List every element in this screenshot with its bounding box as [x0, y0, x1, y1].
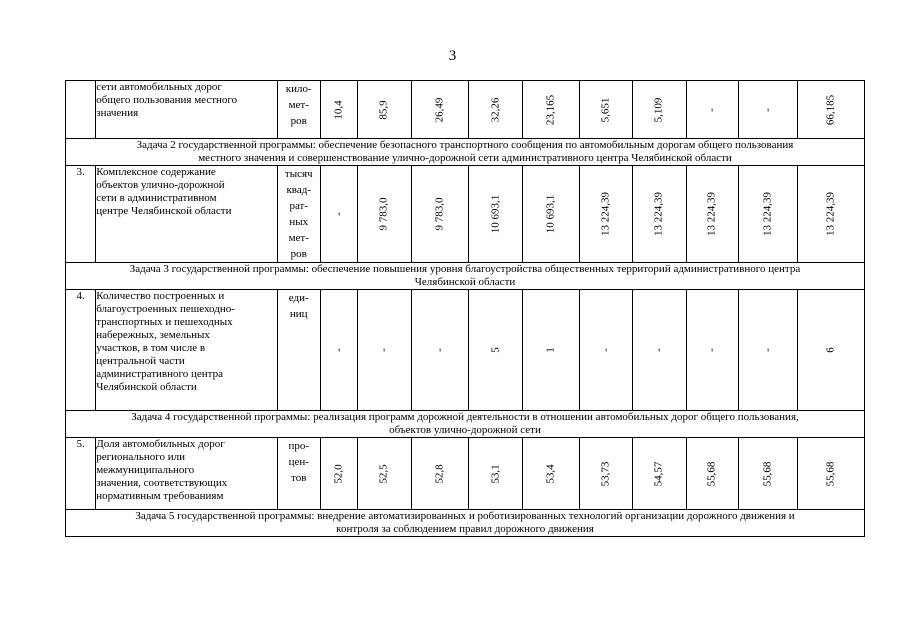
- value-cell: [411, 81, 468, 139]
- value: 10,4: [332, 99, 345, 120]
- table-row: [66, 438, 865, 510]
- value-cell: [320, 438, 357, 510]
- unit: [277, 81, 320, 139]
- unit-line: квад-: [286, 184, 311, 196]
- page-number: 3: [448, 48, 457, 64]
- task-heading: [66, 510, 865, 537]
- value-cell: [738, 166, 797, 263]
- value-cell: [633, 290, 686, 411]
- indicator-name: [96, 81, 277, 139]
- value-cell: [320, 81, 357, 139]
- value: 55,68: [824, 461, 837, 486]
- indicator-name-line: значения, соответствующих: [96, 477, 228, 489]
- value: 26,49: [433, 97, 446, 122]
- indicator-name-line: регионального или: [96, 451, 186, 463]
- task-heading-line: местного значения и совершенствование улично-дорожной сети административного центра Челябинской области: [198, 152, 732, 164]
- value: 10 693,1: [489, 194, 502, 234]
- value-cell: [523, 438, 579, 510]
- value-cell: [358, 438, 411, 510]
- value: 9 783,0: [433, 197, 446, 231]
- unit-line: цен-: [288, 456, 309, 468]
- task-heading-line: контроля за соблюдением правил дорожного движения: [336, 523, 594, 535]
- value: 52,5: [377, 463, 390, 484]
- unit-line: про-: [288, 440, 310, 452]
- value: 85,9: [377, 99, 390, 120]
- value: 52,0: [332, 463, 345, 484]
- unit-line: рат-: [289, 200, 309, 212]
- value: 5,651: [599, 97, 612, 122]
- row-number: 5.: [66, 438, 96, 510]
- value-cell: [468, 81, 522, 139]
- indicator-name-line: набережных, земельных: [96, 329, 210, 341]
- value: 13 224,39: [705, 192, 718, 236]
- unit-line: тысяч: [284, 168, 313, 180]
- indicator-name-line: нормативным требованиям: [96, 490, 224, 502]
- value-cell: [686, 290, 738, 411]
- value-cell: [798, 438, 865, 510]
- value-cell: [579, 166, 632, 263]
- value-cell: [358, 81, 411, 139]
- value: -: [332, 348, 345, 352]
- table-row: [66, 81, 865, 139]
- value: -: [377, 348, 390, 352]
- indicator-name-line: административного центра: [96, 368, 223, 380]
- unit-line: ров: [290, 248, 307, 260]
- value: 54,57: [652, 461, 665, 486]
- value-cell: [686, 166, 738, 263]
- task-row: [66, 139, 865, 166]
- indicator-name: [96, 290, 277, 411]
- value-cell: [633, 438, 686, 510]
- indicator-name-line: Количество построенных и: [96, 290, 225, 302]
- value: 53,4: [544, 463, 557, 484]
- value-cell: [579, 290, 632, 411]
- value-cell: [411, 438, 468, 510]
- value-cell: [358, 166, 411, 263]
- value: 55,68: [761, 461, 774, 486]
- value: 52,8: [433, 463, 446, 484]
- value-cell: [320, 166, 357, 263]
- indicator-name-line: сети в административном: [96, 192, 217, 204]
- value: -: [652, 348, 665, 352]
- indicator-name-line: общего пользования местного: [96, 94, 238, 106]
- indicator-name-line: центре Челябинской области: [96, 205, 232, 217]
- indicator-name-line: Челябинской области: [96, 381, 197, 393]
- unit: [277, 290, 320, 411]
- value: 6: [824, 347, 837, 353]
- value: 23,165: [544, 94, 557, 125]
- unit-line: ров: [290, 115, 307, 127]
- value-cell: [411, 166, 468, 263]
- value: 13 224,39: [599, 192, 612, 236]
- indicator-name-line: межмуниципального: [96, 464, 195, 476]
- task-heading: [66, 411, 865, 438]
- value: -: [705, 348, 718, 352]
- value: -: [761, 348, 774, 352]
- unit-line: тов: [291, 472, 307, 484]
- value: 9 783,0: [377, 197, 390, 231]
- task-heading-line: Задача 2 государственной программы: обеспечение безопасного транспортного сообщения по автомобильным дорогам общего пользования: [136, 139, 794, 151]
- value-cell: [523, 166, 579, 263]
- indicator-name: [96, 438, 277, 510]
- value: 13 224,39: [652, 192, 665, 236]
- indicator-name-line: транспортных и пешеходных: [96, 316, 233, 328]
- value-cell: [468, 166, 522, 263]
- indicator-name-line: участков, в том числе в: [96, 342, 206, 354]
- indicator-name-line: Комплексное содержание: [96, 166, 216, 178]
- task-row: [66, 510, 865, 537]
- value: 1: [544, 347, 557, 353]
- indicators-table: [65, 80, 865, 537]
- table-row: [66, 290, 865, 411]
- table-body: [66, 81, 865, 537]
- value-cell: [468, 438, 522, 510]
- value: 13 224,39: [761, 192, 774, 236]
- unit-line: кило-: [285, 83, 312, 95]
- indicator-name-line: объектов улично-дорожной: [96, 179, 225, 191]
- value-cell: [523, 81, 579, 139]
- value: -: [705, 107, 718, 112]
- value-cell: [633, 81, 686, 139]
- value-cell: [633, 166, 686, 263]
- indicator-name-line: значения: [96, 107, 139, 119]
- value-cell: [320, 290, 357, 411]
- row-number: 4.: [66, 290, 96, 411]
- value-cell: [798, 81, 865, 139]
- value-cell: [738, 81, 797, 139]
- unit-line: ных: [289, 216, 309, 228]
- value-cell: [579, 438, 632, 510]
- value: 10 693,1: [544, 194, 557, 234]
- unit-line: мет-: [288, 99, 309, 111]
- value-cell: [738, 438, 797, 510]
- task-heading: [66, 139, 865, 166]
- unit: [277, 166, 320, 263]
- value-cell: [738, 290, 797, 411]
- value: -: [599, 348, 612, 352]
- value-cell: [523, 290, 579, 411]
- task-heading-line: Челябинской области: [414, 276, 516, 288]
- unit: [277, 438, 320, 510]
- value-cell: [798, 166, 865, 263]
- task-heading-line: объектов улично-дорожной сети: [389, 424, 541, 436]
- row-number: 3.: [66, 166, 96, 263]
- value: -: [332, 212, 345, 216]
- indicator-name: [96, 166, 277, 263]
- indicator-name-line: благоустроенных пешеходно-: [96, 303, 235, 315]
- value-cell: [686, 438, 738, 510]
- indicator-name-line: центральной части: [96, 355, 185, 367]
- indicator-name-line: сети автомобильных дорог: [96, 81, 222, 93]
- unit-line: еди-: [288, 292, 309, 304]
- value: 32,26: [489, 97, 502, 122]
- unit-line: мет-: [288, 232, 309, 244]
- value: 53,1: [489, 463, 502, 484]
- row-number: [66, 81, 96, 139]
- indicator-name-line: Доля автомобильных дорог: [96, 438, 225, 450]
- value-cell: [798, 290, 865, 411]
- unit-line: ниц: [289, 308, 308, 320]
- task-row: [66, 411, 865, 438]
- task-heading: [66, 263, 865, 290]
- task-heading-line: Задача 4 государственной программы: реализация программ дорожной деятельности в отношении автомобильных дорог общего пользования,: [131, 411, 799, 423]
- value: 55,68: [705, 461, 718, 486]
- task-row: [66, 263, 865, 290]
- value-cell: [411, 290, 468, 411]
- value: -: [433, 348, 446, 352]
- value: 13 224,39: [824, 192, 837, 236]
- value: 5: [489, 347, 502, 353]
- task-heading-line: Задача 3 государственной программы: обеспечение повышения уровня благоустройства общественных территорий административного центра: [129, 263, 801, 275]
- value: -: [761, 107, 774, 112]
- table-row: [66, 166, 865, 263]
- value: 66,185: [824, 94, 837, 125]
- task-heading-line: Задача 5 государственной программы: внедрение автоматизированных и роботизированных технологий организации дорожного движения и: [135, 510, 795, 522]
- value-cell: [468, 290, 522, 411]
- value-cell: [686, 81, 738, 139]
- value-cell: [579, 81, 632, 139]
- value-cell: [358, 290, 411, 411]
- value: 53,73: [599, 461, 612, 486]
- value: 5,109: [652, 97, 665, 122]
